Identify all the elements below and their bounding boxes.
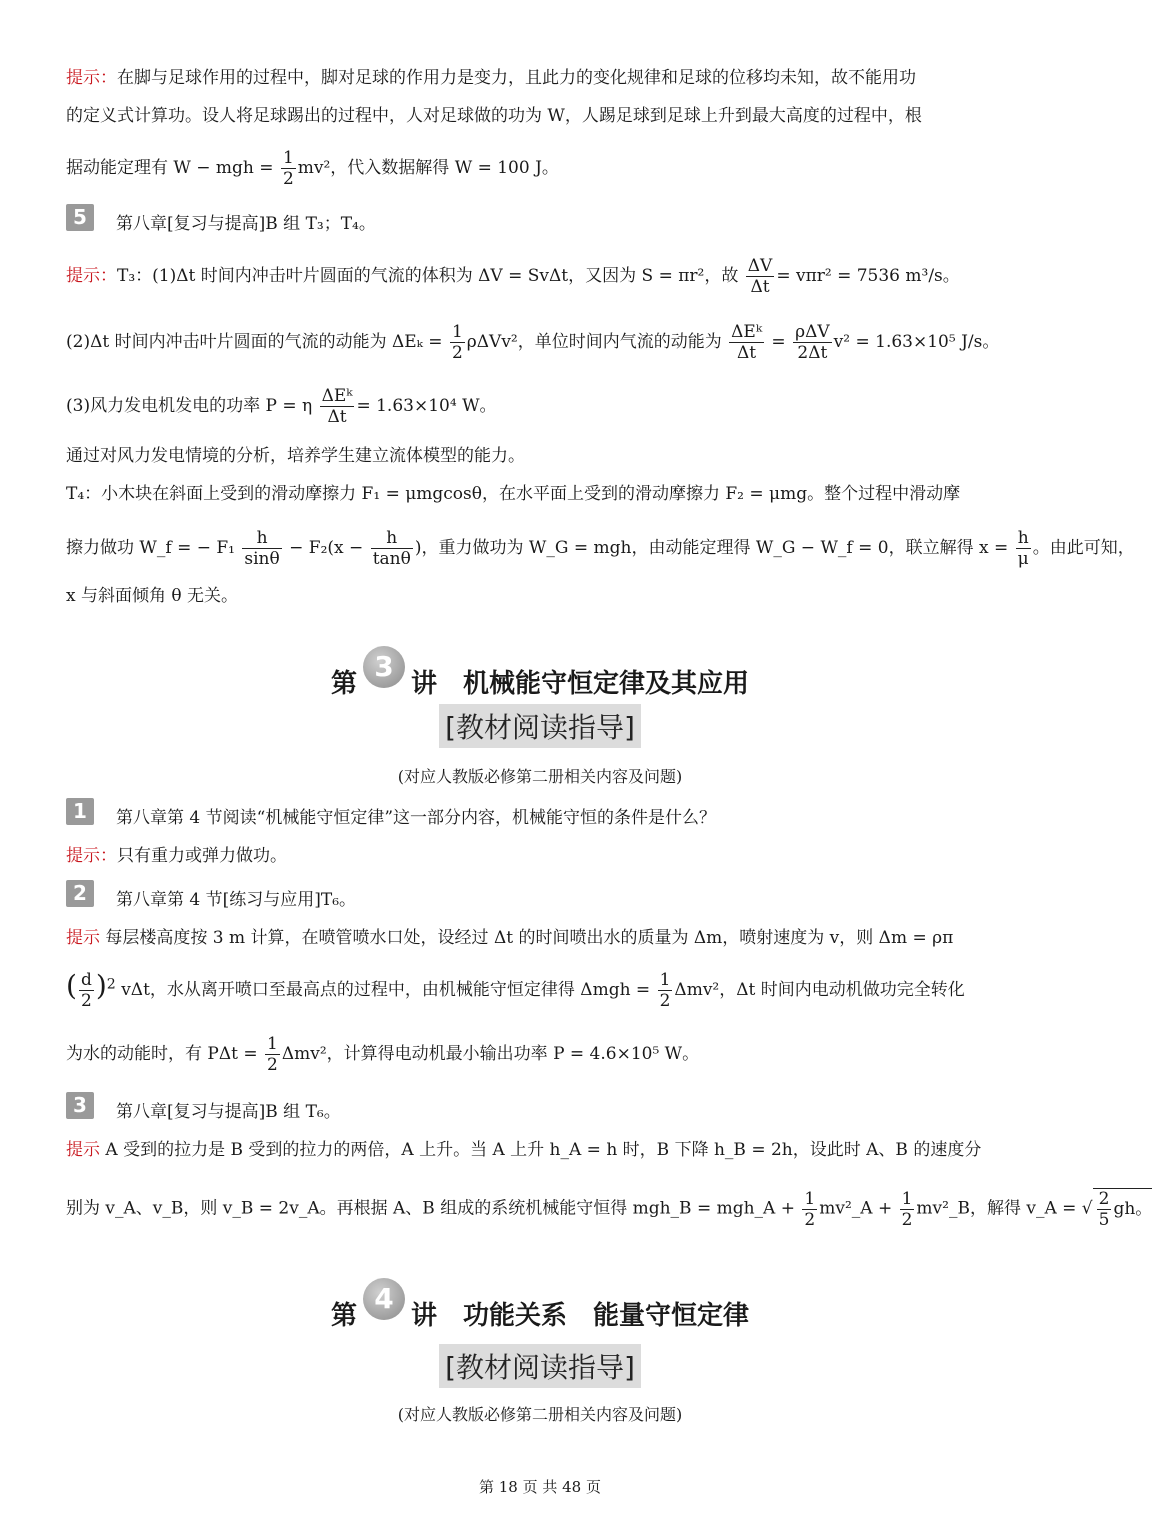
text-segment: 。由此可知， [1032,538,1135,558]
lecture-number-badge [363,1282,405,1330]
text-line: T₄：小木块在斜面上受到的滑动摩擦力 F₁ = μmgcosθ，在水平面上受到的滑动摩擦力 F₂ = μmg。整个过程中滑动摩 [66,484,961,504]
text-line [66,528,1135,569]
fraction: $\frac{1}{2}$ [267,1034,278,1075]
text-line [66,1034,1016,1075]
text-segment: v² = 1.63×10⁵ J/s。 [833,332,1000,352]
hint-line [66,256,1016,297]
fraction: $\frac{\Delta V}{\Delta t}$ [747,256,773,297]
text-segment: − F₂(x − [289,538,364,558]
hint-label: 提示： [66,266,117,286]
section-guide-title [0,704,1080,748]
fraction: $\frac{1}{2}$ [282,148,294,189]
guide-title-text: [教材阅读指导] [439,704,641,748]
question-text: 第八章[复习与提高]B 组 T₃；T₄。 [116,214,376,234]
hint-text: A 受到的拉力是 B 受到的拉力的两倍，A 上升。当 A 上升 h_A = h 时，B 下降 h_B = 2h，设此时 A、B 的速度分 [105,1140,982,1160]
guide-title-text: [教材阅读指导] [439,1344,641,1388]
text-segment: T₃：(1)Δt 时间内冲击叶片圆面的气流的体积为 ΔV = SvΔt，又因为 S = πr²，故 [117,266,739,286]
hint-text: 每层楼高度按 3 m 计算，在喷管喷水口处，设经过 Δt 的时间喷出水的质量为 Δm，喷射速度为 v，则 Δm = ρπ [105,928,954,948]
text-segment: (3)风力发电机发电的功率 P = η [66,396,313,416]
text-line [66,148,1016,189]
text-segment: gh。 [1113,1199,1152,1219]
fraction: $\frac{\text{ΔEᵏ}}{\Delta t}$ [321,386,353,427]
hint-paragraph-line [66,66,1016,90]
fraction: $\frac{2}{5}$ [1098,1189,1110,1230]
question-number-badge: 5 [66,204,94,231]
text-line: ( $\frac{d}{2}$ )$^2$ vΔt，水从离开喷口至最高点的过程中，由机械能守恒定律得 Δmgh = $\frac{1}{2}$ Δmv²，Δt 时间内电动机做功完全转化 [66,969,965,1011]
text-line: 的定义式计算功。设人将足球踢出的过程中，人对足球做的功为 W，人踢足球到足球上升到最大高度的过程中，根 [66,106,922,126]
lecture-number: 3 [363,646,405,688]
fraction: $\frac{h}{\sin\theta}$ [244,528,280,569]
fraction: $\frac{1}{2}$ [901,1188,913,1230]
question-number-badge: 2 [66,880,94,907]
fraction: $\frac{1}{2}$ [659,970,671,1011]
section-guide-title [0,1344,1080,1388]
lecture-prefix: 第 [330,669,357,699]
text-segment: )，重力做功为 W_G = mgh，由动能定理得 W_G − W_f = 0，联立解得 x = [414,538,1009,558]
text-segment: vΔt，水从离开喷口至最高点的过程中，由机械能守恒定律得 Δmgh = [121,980,651,1000]
hint-text: 在脚与足球作用的过程中，脚对足球的作用力是变力，且此力的变化规律和足球的位移均未知，故不能用功 [117,68,916,88]
lecture-heading [0,1282,1080,1332]
question-number-badge: 3 [66,1092,94,1119]
lecture-number-badge [363,650,405,698]
question-text: 第八章第 4 节[练习与应用]T₆。 [116,890,357,910]
text-segment: Δmv²，Δt 时间内电动机做功完全转化 [674,980,965,1000]
question-text: 第八章[复习与提高]B 组 T₆。 [116,1102,341,1122]
section-subtitle: (对应人教版必修第二册相关内容及问题) [397,767,683,786]
hint-label: 提示 [66,928,100,948]
text-segment: = vπr² = 7536 m³/s。 [776,266,960,286]
lecture-title: 讲 机械能守恒定律及其应用 [411,669,750,699]
lecture-title: 讲 功能关系 能量守恒定律 [411,1301,750,1331]
page-footer: 第 18 页 共 48 页 [478,1478,601,1496]
text-line: (2)Δt 时间内冲击叶片圆面的气流的动能为 ΔEₖ = $\frac{1}{2}$ ρΔVv²，单位时间内气流的动能为 $\frac{\text{ΔEᵏ}}{\Delta t}$ = $\frac{\text{ρΔV}}{2\Delta t}$ v² = 1.63×10⁵ J/s。 [66,322,1000,363]
text-line: 通过对风力发电情境的分析，培养学生建立流体模型的能力。 [66,446,525,466]
section-subtitle: (对应人教版必修第二册相关内容及问题) [397,1405,683,1424]
fraction: $\frac{1}{2}$ [451,322,463,363]
text-segment: mv²，代入数据解得 W = 100 J。 [297,158,559,178]
fraction: $\frac{d}{2}$ [80,970,92,1011]
text-segment: 据动能定理有 W − mgh = [66,158,274,178]
hint-label: 提示： [66,846,117,866]
lecture-number: 4 [363,1278,405,1320]
question-text: 第八章第 4 节阅读“机械能守恒定律”这一部分内容，机械能守恒的条件是什么？ [116,808,717,828]
hint-line [66,926,1016,950]
text-segment: 为水的动能时，有 PΔt = [66,1044,258,1064]
fraction: $\frac{h}{\tan\theta}$ [372,528,411,569]
fraction: $\frac{\text{ρΔV}}{2\Delta t}$ [795,322,830,363]
text-segment: 擦力做功 W_f = − F₁ [66,538,235,558]
text-line: 别为 v_A、v_B，则 v_B = 2v_A。再根据 A、B 组成的系统机械能守恒得 mgh_B = mgh_A + $\frac{1}{2}$ mv²_A + $\frac{1}{2}$ mv²_B，解得 v_A = √ $\frac{2}{5}$ gh。 [66,1188,1152,1230]
hint-label: 提示： [66,68,117,88]
text-segment: = 1.63×10⁴ W。 [356,396,497,416]
lecture-prefix: 第 [330,1301,357,1331]
fraction: $\frac{\text{ΔEᵏ}}{\Delta t}$ [731,322,763,363]
text-segment: mv²_A + [819,1198,893,1219]
text-segment: mv²_B，解得 v_A = [916,1198,1077,1219]
fraction: $\frac{1}{2}$ [804,1188,816,1230]
question-number-badge: 1 [66,798,94,825]
lecture-heading [0,650,1080,700]
hint-line [66,844,1016,868]
text-line: x 与斜面倾角 θ 无关。 [66,586,239,606]
text-segment: Δmv²，计算得电动机最小输出功率 P = 4.6×10⁵ W。 [281,1044,700,1064]
hint-label: 提示 [66,1140,100,1160]
text-segment: (2)Δt 时间内冲击叶片圆面的气流的动能为 ΔEₖ = [66,332,443,352]
text-segment: 别为 v_A、v_B，则 v_B = 2v_A。再根据 A、B 组成的系统机械能守恒得 mgh_B = mgh_A + [66,1198,795,1219]
text-segment: ρΔVv²，单位时间内气流的动能为 [466,332,722,352]
text-line [66,386,1016,427]
hint-line [66,1138,1016,1162]
hint-text: 只有重力或弹力做功。 [117,846,287,866]
fraction: $\frac{h}{\mu}$ [1017,528,1029,569]
